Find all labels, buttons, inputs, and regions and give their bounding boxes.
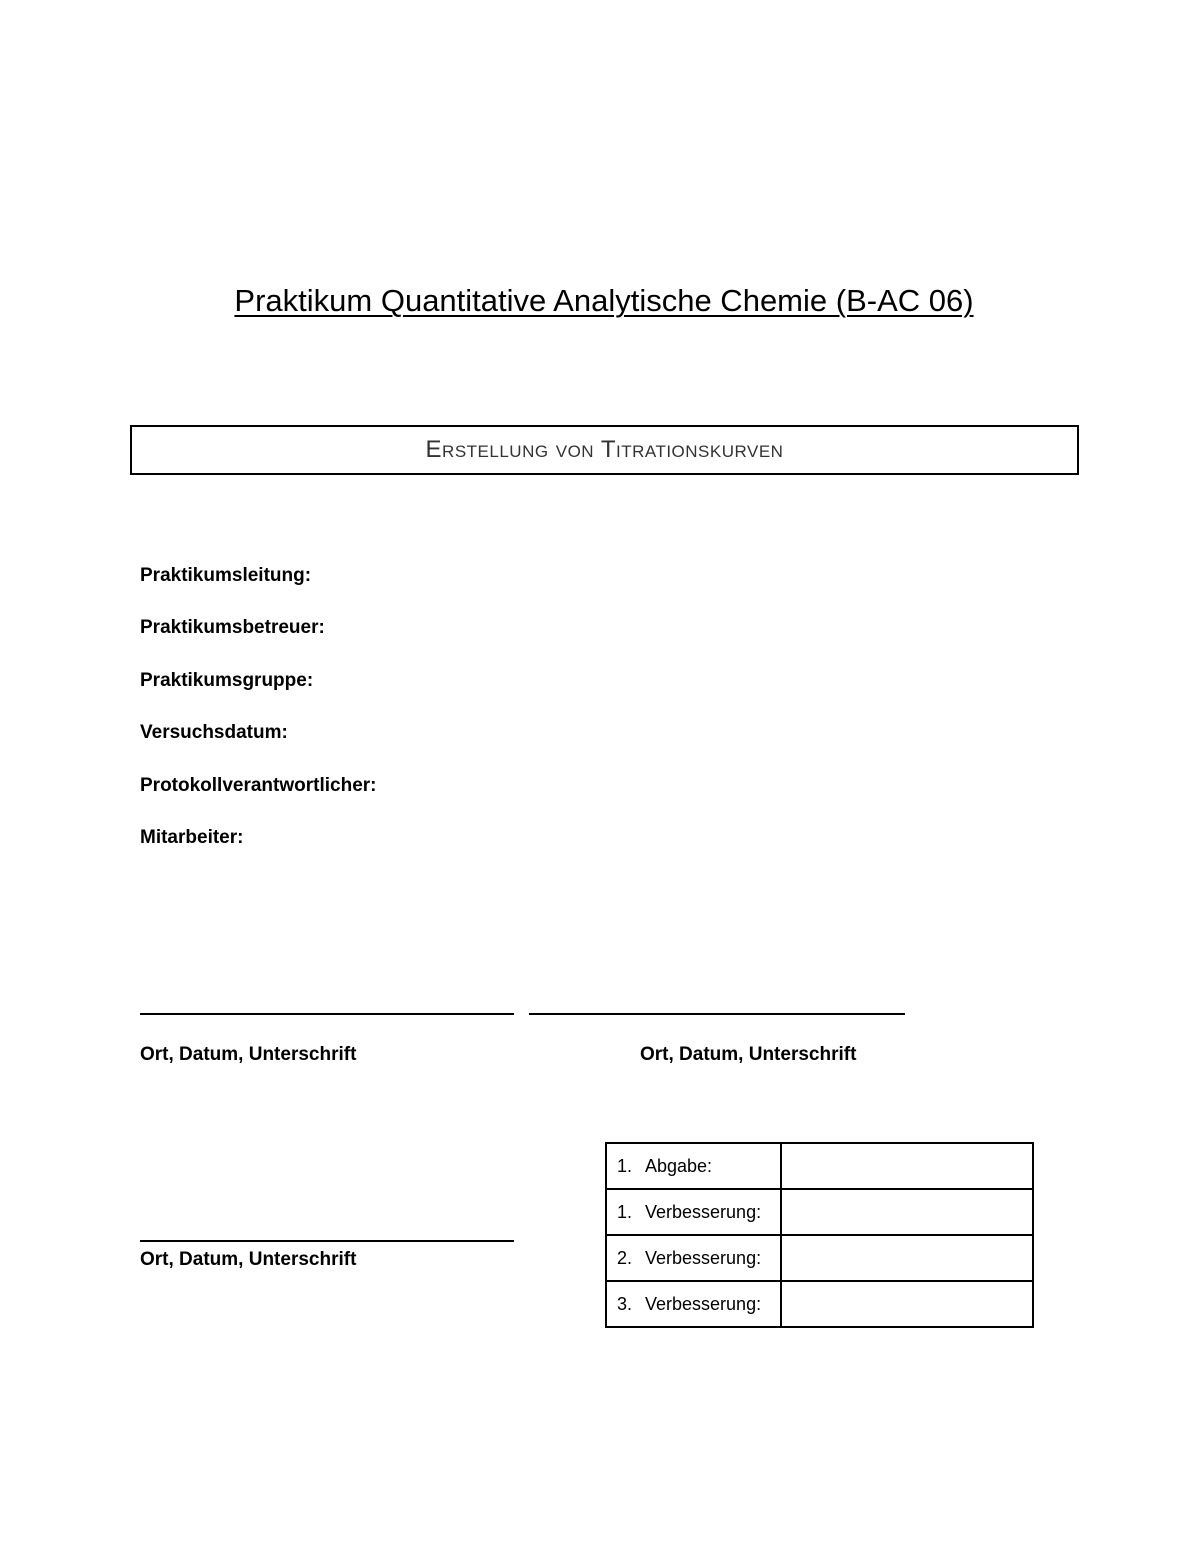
revision-value-cell[interactable] bbox=[781, 1189, 1033, 1235]
revision-label-cell bbox=[606, 1235, 781, 1281]
revision-value-cell[interactable] bbox=[781, 1281, 1033, 1327]
signature-line-right bbox=[529, 1013, 905, 1015]
field-praktikumsgruppe: Praktikumsgruppe: bbox=[140, 669, 314, 691]
revision-number: 1. bbox=[617, 1155, 633, 1176]
revision-value-cell[interactable] bbox=[781, 1235, 1033, 1281]
revision-number: 2. bbox=[617, 1247, 633, 1268]
table-row bbox=[606, 1235, 1033, 1281]
table-row bbox=[606, 1143, 1033, 1189]
revision-label: Verbesserung: bbox=[645, 1247, 762, 1268]
revision-label-cell bbox=[606, 1189, 781, 1235]
revision-table bbox=[605, 1142, 1034, 1328]
signature-line-left bbox=[140, 1013, 514, 1015]
field-praktikumsleitung: Praktikumsleitung: bbox=[140, 565, 312, 586]
revision-label: Verbesserung: bbox=[645, 1293, 762, 1314]
document-title: Praktikum Quantitative Analytische Chemie (B-AC 06) bbox=[234, 283, 974, 318]
signature-label-left: Ort, Datum, Unterschrift bbox=[140, 1044, 357, 1065]
revision-label: Abgabe: bbox=[645, 1155, 713, 1176]
revision-label-cell bbox=[606, 1281, 781, 1327]
signature-label-bottom: Ort, Datum, Unterschrift bbox=[140, 1249, 357, 1270]
revision-number: 3. bbox=[617, 1293, 633, 1314]
table-row bbox=[606, 1281, 1033, 1327]
table-row bbox=[606, 1189, 1033, 1235]
field-versuchsdatum: Versuchsdatum: bbox=[140, 722, 288, 744]
revision-label-cell bbox=[606, 1143, 781, 1189]
signature-label-right: Ort, Datum, Unterschrift bbox=[640, 1044, 857, 1065]
info-fields bbox=[140, 562, 377, 876]
field-protokollverantwortlicher: Protokollverantwortlicher: bbox=[140, 774, 377, 796]
revision-value-cell[interactable] bbox=[781, 1143, 1033, 1189]
field-praktikumsbetreuer: Praktikumsbetreuer: bbox=[140, 617, 325, 639]
field-mitarbeiter: Mitarbeiter: bbox=[140, 826, 244, 848]
signature-line-bottom bbox=[140, 1240, 514, 1242]
subtitle-box bbox=[130, 425, 1079, 475]
subtitle-text: Erstellung von Titrationskurven bbox=[425, 436, 784, 463]
revision-number: 1. bbox=[617, 1201, 633, 1222]
revision-label: Verbesserung: bbox=[645, 1201, 762, 1222]
